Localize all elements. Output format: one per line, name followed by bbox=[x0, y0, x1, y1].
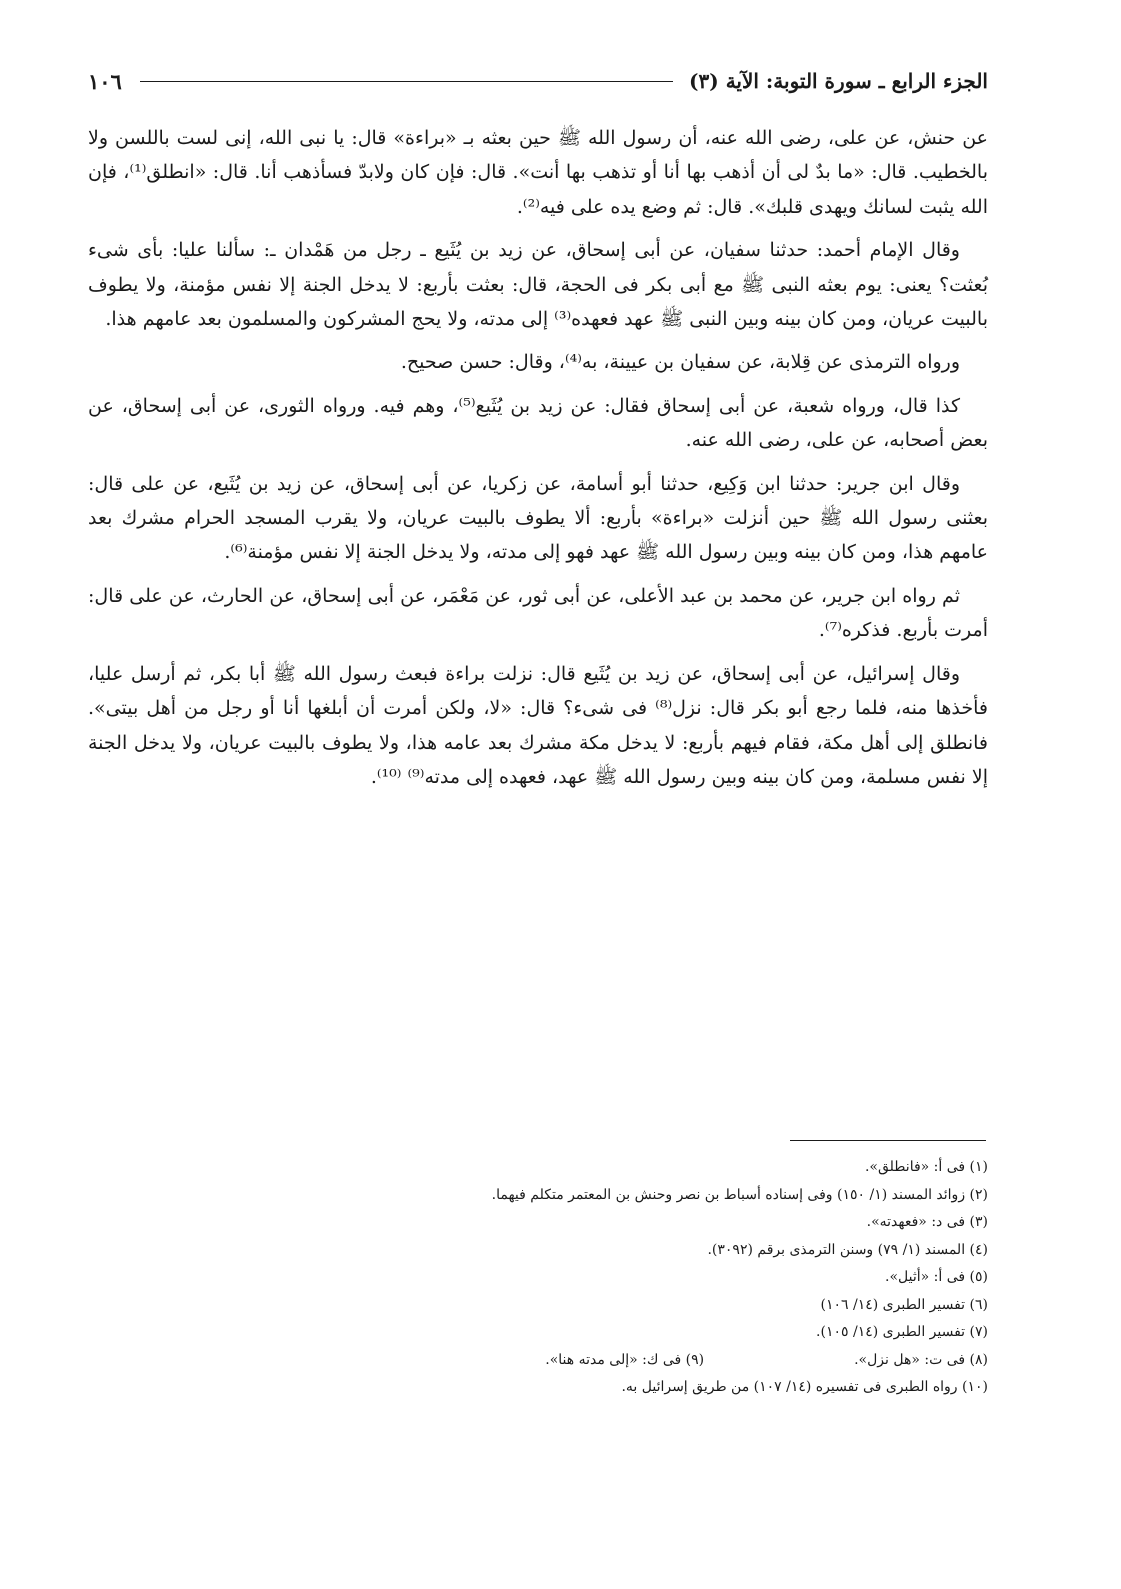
paragraph-4: كذا قال، ورواه شعبة، عن أبى إسحاق فقال: عن زيد بن يُثَيع⁽⁵⁾، وهم فيه. ورواه الثورى، عن أبى إسحاق، عن بعض أصحابه، عن على، رضى الله عنه. bbox=[88, 394, 988, 452]
footnote-row-8-9 bbox=[88, 1347, 988, 1375]
footnote-separator bbox=[790, 1140, 986, 1141]
paragraph-2: وقال الإمام أحمد: حدثنا سفيان، عن أبى إسحاق، عن زيد بن يُثَيع ـ رجل من هَمْدان ـ: سألنا عليا: بأى شىء بُعثت؟ يعنى: يوم بعثه النبى ﷺ مع أبى بكر فى الحجة، قال: بعثت بأربع: لا يدخل الجنة إلا نفس مؤمنة، ولا يطوف بالبيت عريان، ومن كان بينه وبين النبى ﷺ عهد فعهده⁽³⁾ إلى مدته، ولا يحج المشركون والمسلمون بعد عامهم هذا. bbox=[88, 239, 988, 331]
footnote-9: (٩) فى ك: «إلى مدته هنا». bbox=[545, 1351, 705, 1368]
footnote-7: (٧) تفسير الطبرى (١٤/ ١٠٥). bbox=[816, 1324, 988, 1340]
header-rule bbox=[140, 81, 673, 82]
paragraph-1: عن حنش، عن على، رضى الله عنه، أن رسول الله ﷺ حين بعثه بـ «براءة» قال: يا نبى الله، إنى لست باللسن ولا بالخطيب. قال: «ما بدٌ لى أن أذهب بها أنا أو تذهب بها أنت». قال: فإن كان ولابدّ فسأذهب أنا. قال: «انطلق⁽¹⁾، فإن الله يثبت لسانك ويهدى قلبك». قال: ثم وضع يده على فيه⁽²⁾. bbox=[88, 127, 988, 218]
footnote-6: (٦) تفسير الطبرى (١٤/ ١٠٦) bbox=[820, 1296, 988, 1313]
footnote-10: (١٠) رواه الطبرى فى تفسيره (١٤/ ١٠٧) من طريق إسرائيل به. bbox=[621, 1379, 988, 1395]
footnote-8: (٨) فى ت: «هل نزل». bbox=[854, 1351, 988, 1368]
running-title: الجزء الرابع ـ سورة التوبة: الآية (٣) bbox=[689, 69, 988, 93]
footnote-4: (٤) المسند (١/ ٧٩) وسنن الترمذى برقم (٣٠٩٢). bbox=[707, 1241, 988, 1258]
main-text bbox=[88, 121, 988, 803]
paragraph-7: وقال إسرائيل، عن أبى إسحاق، عن زيد بن يُثَيع قال: نزلت براءة فبعث رسول الله ﷺ أبا بكر، ثم أرسل عليا، فأخذها منه، فلما رجع أبو بكر قال: نزل⁽⁸⁾ فى شىء؟ قال: «لا، ولكن أمرت أن أبلغها أنا أو رجل من أهل بيتى». فانطلق إلى أهل مكة، فقام فيهم بأربع: لا يدخل مكة مشرك بعد عامه هذا، ولا يطوف بالبيت عريان، ولا يدخل الجنة إلا نفس مسلمة، ومن كان بينه وبين رسول الله ﷺ عهد، فعهده إلى مدته⁽⁹⁾ ⁽¹⁰⁾. bbox=[88, 662, 988, 788]
paragraph-3: ورواه الترمذى عن قِلابة، عن سفيان بن عيينة، به⁽⁴⁾، وقال: حسن صحيح. bbox=[400, 351, 960, 374]
footnote-1: (١) فى أ: «فانطلق». bbox=[864, 1159, 988, 1175]
paragraph-6: ثم رواه ابن جرير، عن محمد بن عبد الأعلى، عن أبى ثور، عن مَعْمَر، عن أبى إسحاق، عن الحارث، عن على قال: أمرت بأربع. فذكره⁽⁷⁾. bbox=[88, 584, 988, 642]
footnotes bbox=[88, 1154, 988, 1402]
paragraph-5: وقال ابن جرير: حدثنا ابن وَكِيع، حدثنا أبو أسامة، عن زكريا، عن أبى إسحاق، عن زيد بن يُثَيع، عن على قال: بعثنى رسول الله ﷺ حين أنزلت «براءة» بأربع: ألا يطوف بالبيت عريان، ولا يقرب المسجد الحرام مشرك بعد عامهم هذا، ومن كان بينه وبين رسول الله ﷺ عهد فهو إلى مدته، ولا يدخل الجنة إلا نفس مؤمنة⁽⁶⁾. bbox=[88, 472, 988, 564]
page-header bbox=[88, 64, 988, 98]
footnote-3: (٣) فى د: «فعهدته». bbox=[866, 1214, 988, 1230]
page-number: ١٠٦ bbox=[88, 68, 122, 94]
footnote-2: (٢) زوائد المسند (١/ ١٥٠) وفى إسناده أسباط بن نصر وحنش بن المعتمر متكلم فيهما. bbox=[491, 1186, 988, 1203]
footnote-5: (٥) فى أ: «أثيل». bbox=[885, 1269, 988, 1285]
